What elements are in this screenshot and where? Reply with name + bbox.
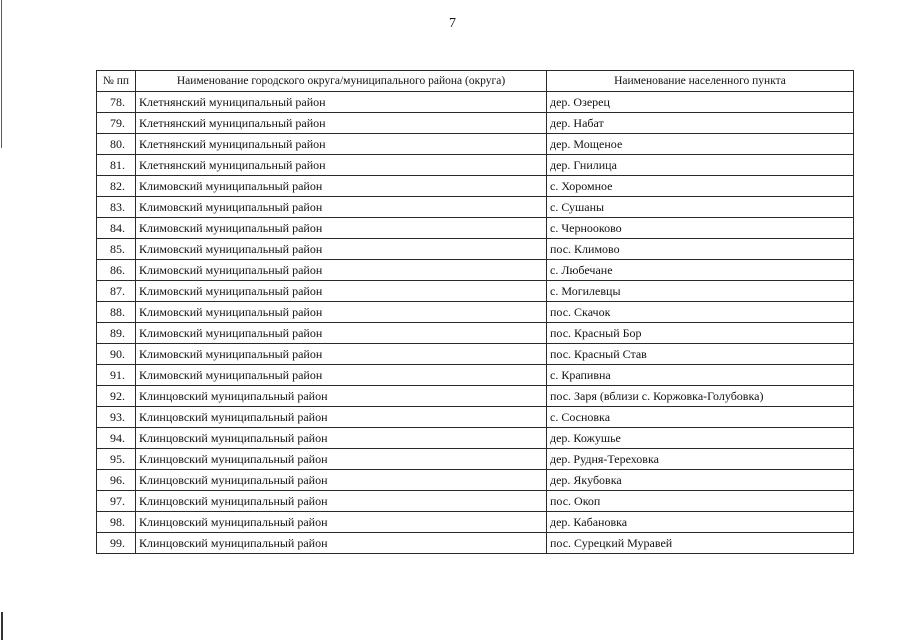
- settlement-name: дер. Озерец: [547, 92, 854, 113]
- table-row: [97, 197, 854, 218]
- district-name: Климовский муниципальный район: [136, 323, 547, 344]
- table-row: [97, 155, 854, 176]
- scan-edge-mark: [1, 612, 3, 640]
- row-number: 84.: [97, 218, 136, 239]
- table-body: [97, 92, 854, 554]
- table-row: [97, 260, 854, 281]
- district-name: Климовский муниципальный район: [136, 281, 547, 302]
- row-number: 78.: [97, 92, 136, 113]
- table-row: [97, 176, 854, 197]
- header-num: № пп: [97, 71, 136, 92]
- row-number: 94.: [97, 428, 136, 449]
- settlement-name: с. Любечане: [547, 260, 854, 281]
- page-number: 7: [449, 16, 456, 31]
- row-number: 81.: [97, 155, 136, 176]
- settlement-name: пос. Климово: [547, 239, 854, 260]
- row-number: 79.: [97, 113, 136, 134]
- table-row: [97, 281, 854, 302]
- district-name: Клетнянский муниципальный район: [136, 155, 547, 176]
- table-row: [97, 239, 854, 260]
- table-row: [97, 218, 854, 239]
- table-row: [97, 533, 854, 554]
- settlement-name: с. Могилевцы: [547, 281, 854, 302]
- row-number: 93.: [97, 407, 136, 428]
- district-name: Клинцовский муниципальный район: [136, 449, 547, 470]
- table-row: [97, 491, 854, 512]
- table-row: [97, 386, 854, 407]
- district-name: Клинцовский муниципальный район: [136, 470, 547, 491]
- district-name: Клинцовский муниципальный район: [136, 491, 547, 512]
- district-name: Климовский муниципальный район: [136, 218, 547, 239]
- row-number: 97.: [97, 491, 136, 512]
- table-header: [97, 71, 854, 92]
- settlement-name: с. Сушаны: [547, 197, 854, 218]
- table-row: [97, 323, 854, 344]
- district-name: Клетнянский муниципальный район: [136, 134, 547, 155]
- district-name: Климовский муниципальный район: [136, 344, 547, 365]
- row-number: 90.: [97, 344, 136, 365]
- header-district: Наименование городского округа/муниципального района (округа): [136, 71, 547, 92]
- district-name: Клинцовский муниципальный район: [136, 386, 547, 407]
- district-name: Клинцовский муниципальный район: [136, 512, 547, 533]
- settlement-name: дер. Якубовка: [547, 470, 854, 491]
- settlement-name: пос. Заря (вблизи с. Коржовка-Голубовка): [547, 386, 854, 407]
- table-row: [97, 428, 854, 449]
- row-number: 99.: [97, 533, 136, 554]
- header-settlement: Наименование населенного пункта: [547, 71, 854, 92]
- table-header-row: [97, 71, 854, 92]
- settlement-name: дер. Набат: [547, 113, 854, 134]
- row-number: 80.: [97, 134, 136, 155]
- settlement-name: дер. Кабановка: [547, 512, 854, 533]
- settlement-name: с. Хоромное: [547, 176, 854, 197]
- row-number: 82.: [97, 176, 136, 197]
- table-row: [97, 407, 854, 428]
- row-number: 87.: [97, 281, 136, 302]
- table-row: [97, 113, 854, 134]
- row-number: 92.: [97, 386, 136, 407]
- district-name: Климовский муниципальный район: [136, 197, 547, 218]
- row-number: 83.: [97, 197, 136, 218]
- settlement-name: дер. Гнилица: [547, 155, 854, 176]
- settlement-name: пос. Сурецкий Муравей: [547, 533, 854, 554]
- settlements-table: [96, 70, 854, 554]
- row-number: 89.: [97, 323, 136, 344]
- district-name: Клинцовский муниципальный район: [136, 428, 547, 449]
- table-row: [97, 92, 854, 113]
- district-name: Климовский муниципальный район: [136, 239, 547, 260]
- settlement-name: с. Крапивна: [547, 365, 854, 386]
- settlement-name: с. Сосновка: [547, 407, 854, 428]
- row-number: 85.: [97, 239, 136, 260]
- table-row: [97, 302, 854, 323]
- table-row: [97, 134, 854, 155]
- settlement-name: пос. Красный Став: [547, 344, 854, 365]
- settlement-name: с. Чернооково: [547, 218, 854, 239]
- settlement-name: дер. Кожушье: [547, 428, 854, 449]
- district-name: Клетнянский муниципальный район: [136, 113, 547, 134]
- settlement-name: дер. Мощеное: [547, 134, 854, 155]
- district-name: Климовский муниципальный район: [136, 365, 547, 386]
- district-name: Климовский муниципальный район: [136, 302, 547, 323]
- table-row: [97, 470, 854, 491]
- district-name: Клинцовский муниципальный район: [136, 407, 547, 428]
- table-row: [97, 344, 854, 365]
- row-number: 91.: [97, 365, 136, 386]
- district-name: Клинцовский муниципальный район: [136, 533, 547, 554]
- row-number: 98.: [97, 512, 136, 533]
- settlement-name: пос. Красный Бор: [547, 323, 854, 344]
- table-row: [97, 365, 854, 386]
- row-number: 86.: [97, 260, 136, 281]
- district-name: Климовский муниципальный район: [136, 260, 547, 281]
- table-row: [97, 449, 854, 470]
- settlement-name: пос. Окоп: [547, 491, 854, 512]
- table-row: [97, 512, 854, 533]
- row-number: 88.: [97, 302, 136, 323]
- settlement-name: дер. Рудня-Тереховка: [547, 449, 854, 470]
- district-name: Клетнянский муниципальный район: [136, 92, 547, 113]
- settlement-name: пос. Скачок: [547, 302, 854, 323]
- row-number: 95.: [97, 449, 136, 470]
- row-number: 96.: [97, 470, 136, 491]
- district-name: Климовский муниципальный район: [136, 176, 547, 197]
